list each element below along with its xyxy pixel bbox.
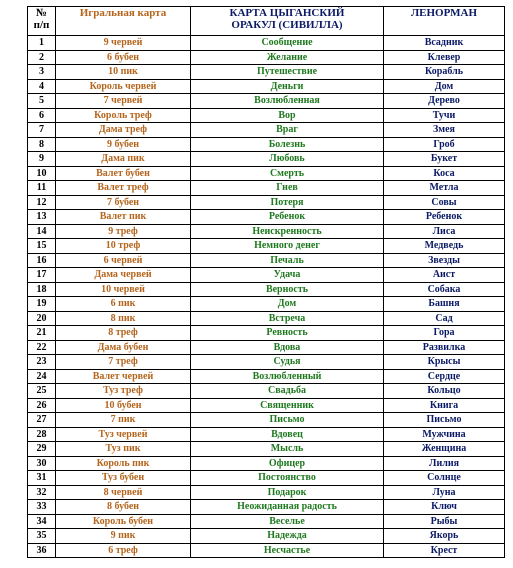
table-row — [28, 210, 505, 225]
row-lenormand-card: Коса — [384, 166, 505, 181]
row-gypsy-card: Верность — [191, 282, 384, 297]
row-playing-card: 9 треф — [56, 224, 191, 239]
table-row — [28, 500, 505, 515]
table-row — [28, 253, 505, 268]
row-lenormand-card: Гроб — [384, 137, 505, 152]
row-lenormand-card: Сад — [384, 311, 505, 326]
row-number: 3 — [28, 65, 56, 80]
row-number: 12 — [28, 195, 56, 210]
header-gypsy-line2: ОРАКУЛ (СИВИЛЛА) — [231, 19, 343, 31]
row-gypsy-card: Свадьба — [191, 384, 384, 399]
row-gypsy-card: Смерть — [191, 166, 384, 181]
table-row — [28, 456, 505, 471]
table-row — [28, 471, 505, 486]
row-number: 4 — [28, 79, 56, 94]
row-number: 8 — [28, 137, 56, 152]
row-gypsy-card: Возлюбленная — [191, 94, 384, 109]
table-row — [28, 514, 505, 529]
row-playing-card: 8 бубен — [56, 500, 191, 515]
row-lenormand-card: Звезды — [384, 253, 505, 268]
row-number: 27 — [28, 413, 56, 428]
table-row — [28, 369, 505, 384]
row-number: 5 — [28, 94, 56, 109]
row-number: 22 — [28, 340, 56, 355]
row-number: 13 — [28, 210, 56, 225]
row-gypsy-card: Вдовец — [191, 427, 384, 442]
row-gypsy-card: Деньги — [191, 79, 384, 94]
row-lenormand-card: Тучи — [384, 108, 505, 123]
row-lenormand-card: Метла — [384, 181, 505, 196]
row-lenormand-card: Якорь — [384, 529, 505, 544]
row-playing-card: Валет червей — [56, 369, 191, 384]
row-playing-card: Дама червей — [56, 268, 191, 283]
row-number: 14 — [28, 224, 56, 239]
row-gypsy-card: Подарок — [191, 485, 384, 500]
header-number — [28, 7, 56, 36]
cards-correspondence-table — [27, 6, 505, 558]
table-row — [28, 442, 505, 457]
table-row — [28, 137, 505, 152]
row-gypsy-card: Дом — [191, 297, 384, 312]
row-number: 21 — [28, 326, 56, 341]
row-gypsy-card: Печаль — [191, 253, 384, 268]
row-playing-card: Валет треф — [56, 181, 191, 196]
row-lenormand-card: Лиса — [384, 224, 505, 239]
row-gypsy-card: Сообщение — [191, 36, 384, 51]
row-playing-card: Туз бубен — [56, 471, 191, 486]
row-number: 10 — [28, 166, 56, 181]
table-row — [28, 224, 505, 239]
table-row — [28, 543, 505, 558]
row-playing-card: Туз червей — [56, 427, 191, 442]
row-playing-card: Туз пик — [56, 442, 191, 457]
row-lenormand-card: Клевер — [384, 50, 505, 65]
row-lenormand-card: Кольцо — [384, 384, 505, 399]
row-number: 17 — [28, 268, 56, 283]
row-gypsy-card: Потеря — [191, 195, 384, 210]
row-playing-card: 6 червей — [56, 253, 191, 268]
row-lenormand-card: Мужчина — [384, 427, 505, 442]
row-number: 24 — [28, 369, 56, 384]
row-number: 19 — [28, 297, 56, 312]
table-row — [28, 355, 505, 370]
row-playing-card: 10 бубен — [56, 398, 191, 413]
row-playing-card: 9 бубен — [56, 137, 191, 152]
row-lenormand-card: Книга — [384, 398, 505, 413]
table-row — [28, 195, 505, 210]
row-gypsy-card: Удача — [191, 268, 384, 283]
row-lenormand-card: Письмо — [384, 413, 505, 428]
row-number: 32 — [28, 485, 56, 500]
table-row — [28, 50, 505, 65]
row-number: 35 — [28, 529, 56, 544]
row-lenormand-card: Всадник — [384, 36, 505, 51]
row-playing-card: Король пик — [56, 456, 191, 471]
row-gypsy-card: Несчастье — [191, 543, 384, 558]
table-row — [28, 340, 505, 355]
table-row — [28, 152, 505, 167]
header-gypsy-oracle — [191, 7, 384, 36]
table-row — [28, 65, 505, 80]
table-row — [28, 413, 505, 428]
row-number: 28 — [28, 427, 56, 442]
row-number: 25 — [28, 384, 56, 399]
table-row — [28, 297, 505, 312]
row-playing-card: 10 червей — [56, 282, 191, 297]
row-number: 33 — [28, 500, 56, 515]
row-playing-card: Дама пик — [56, 152, 191, 167]
row-lenormand-card: Солнце — [384, 471, 505, 486]
table-row — [28, 108, 505, 123]
row-playing-card: 6 треф — [56, 543, 191, 558]
row-gypsy-card: Надежда — [191, 529, 384, 544]
table-row — [28, 326, 505, 341]
row-gypsy-card: Гнев — [191, 181, 384, 196]
table-row — [28, 398, 505, 413]
row-lenormand-card: Ключ — [384, 500, 505, 515]
row-number: 26 — [28, 398, 56, 413]
header-gypsy-line1: КАРТА ЦЫГАНСКИЙ — [229, 7, 345, 19]
row-number: 30 — [28, 456, 56, 471]
row-playing-card: 7 червей — [56, 94, 191, 109]
header-number-text: № п/п — [33, 7, 50, 31]
table-row — [28, 36, 505, 51]
row-lenormand-card: Дом — [384, 79, 505, 94]
row-number: 34 — [28, 514, 56, 529]
table-header-row — [28, 7, 505, 36]
row-gypsy-card: Ревность — [191, 326, 384, 341]
row-number: 11 — [28, 181, 56, 196]
row-playing-card: 7 пик — [56, 413, 191, 428]
row-playing-card: Валет бубен — [56, 166, 191, 181]
row-gypsy-card: Письмо — [191, 413, 384, 428]
row-playing-card: 6 бубен — [56, 50, 191, 65]
row-playing-card: 6 пик — [56, 297, 191, 312]
row-number: 2 — [28, 50, 56, 65]
table-row — [28, 123, 505, 138]
row-gypsy-card: Болезнь — [191, 137, 384, 152]
row-lenormand-card: Крысы — [384, 355, 505, 370]
row-lenormand-card: Ребенок — [384, 210, 505, 225]
row-lenormand-card: Башня — [384, 297, 505, 312]
row-gypsy-card: Судья — [191, 355, 384, 370]
row-number: 31 — [28, 471, 56, 486]
row-playing-card: 8 треф — [56, 326, 191, 341]
row-gypsy-card: Встреча — [191, 311, 384, 326]
row-gypsy-card: Вдова — [191, 340, 384, 355]
table-row — [28, 529, 505, 544]
row-playing-card: 10 пик — [56, 65, 191, 80]
row-lenormand-card: Медведь — [384, 239, 505, 254]
row-lenormand-card: Дерево — [384, 94, 505, 109]
row-gypsy-card: Офицер — [191, 456, 384, 471]
row-lenormand-card: Гора — [384, 326, 505, 341]
row-gypsy-card: Мысль — [191, 442, 384, 457]
row-playing-card: Туз треф — [56, 384, 191, 399]
row-lenormand-card: Корабль — [384, 65, 505, 80]
row-playing-card: Король треф — [56, 108, 191, 123]
row-number: 23 — [28, 355, 56, 370]
row-gypsy-card: Возлюбленный — [191, 369, 384, 384]
row-playing-card: 7 бубен — [56, 195, 191, 210]
row-playing-card: 7 треф — [56, 355, 191, 370]
row-gypsy-card: Неискренность — [191, 224, 384, 239]
row-playing-card: 9 червей — [56, 36, 191, 51]
table-body — [28, 36, 505, 558]
table-row — [28, 166, 505, 181]
row-gypsy-card: Немного денег — [191, 239, 384, 254]
row-playing-card: Дама треф — [56, 123, 191, 138]
row-number: 29 — [28, 442, 56, 457]
table-row — [28, 239, 505, 254]
row-playing-card: Валет пик — [56, 210, 191, 225]
row-lenormand-card: Лилия — [384, 456, 505, 471]
row-number: 20 — [28, 311, 56, 326]
row-lenormand-card: Развилка — [384, 340, 505, 355]
row-gypsy-card: Священник — [191, 398, 384, 413]
table-row — [28, 427, 505, 442]
table-row — [28, 79, 505, 94]
table-row — [28, 268, 505, 283]
row-number: 36 — [28, 543, 56, 558]
row-playing-card: 8 червей — [56, 485, 191, 500]
row-gypsy-card: Враг — [191, 123, 384, 138]
row-playing-card: Дама бубен — [56, 340, 191, 355]
row-number: 18 — [28, 282, 56, 297]
row-lenormand-card: Крест — [384, 543, 505, 558]
row-playing-card: 10 треф — [56, 239, 191, 254]
row-gypsy-card: Вор — [191, 108, 384, 123]
row-playing-card: 8 пик — [56, 311, 191, 326]
row-number: 15 — [28, 239, 56, 254]
row-gypsy-card: Ребенок — [191, 210, 384, 225]
row-lenormand-card: Сердце — [384, 369, 505, 384]
row-lenormand-card: Собака — [384, 282, 505, 297]
row-gypsy-card: Любовь — [191, 152, 384, 167]
row-gypsy-card: Постоянство — [191, 471, 384, 486]
table-row — [28, 485, 505, 500]
row-lenormand-card: Женщина — [384, 442, 505, 457]
header-lenormand: ЛЕНОРМАН — [384, 7, 505, 36]
row-lenormand-card: Змея — [384, 123, 505, 138]
table-row — [28, 282, 505, 297]
table-row — [28, 181, 505, 196]
table-row — [28, 384, 505, 399]
row-gypsy-card: Путешествие — [191, 65, 384, 80]
row-playing-card: 9 пик — [56, 529, 191, 544]
row-lenormand-card: Луна — [384, 485, 505, 500]
row-number: 1 — [28, 36, 56, 51]
row-lenormand-card: Рыбы — [384, 514, 505, 529]
row-number: 6 — [28, 108, 56, 123]
row-playing-card: Король червей — [56, 79, 191, 94]
row-number: 16 — [28, 253, 56, 268]
row-lenormand-card: Аист — [384, 268, 505, 283]
row-gypsy-card: Веселье — [191, 514, 384, 529]
row-playing-card: Король бубен — [56, 514, 191, 529]
row-lenormand-card: Букет — [384, 152, 505, 167]
row-number: 7 — [28, 123, 56, 138]
row-gypsy-card: Неожиданная радость — [191, 500, 384, 515]
table-row — [28, 311, 505, 326]
row-number: 9 — [28, 152, 56, 167]
row-lenormand-card: Совы — [384, 195, 505, 210]
header-playing-card: Игральная карта — [56, 7, 191, 36]
row-gypsy-card: Желание — [191, 50, 384, 65]
table-row — [28, 94, 505, 109]
